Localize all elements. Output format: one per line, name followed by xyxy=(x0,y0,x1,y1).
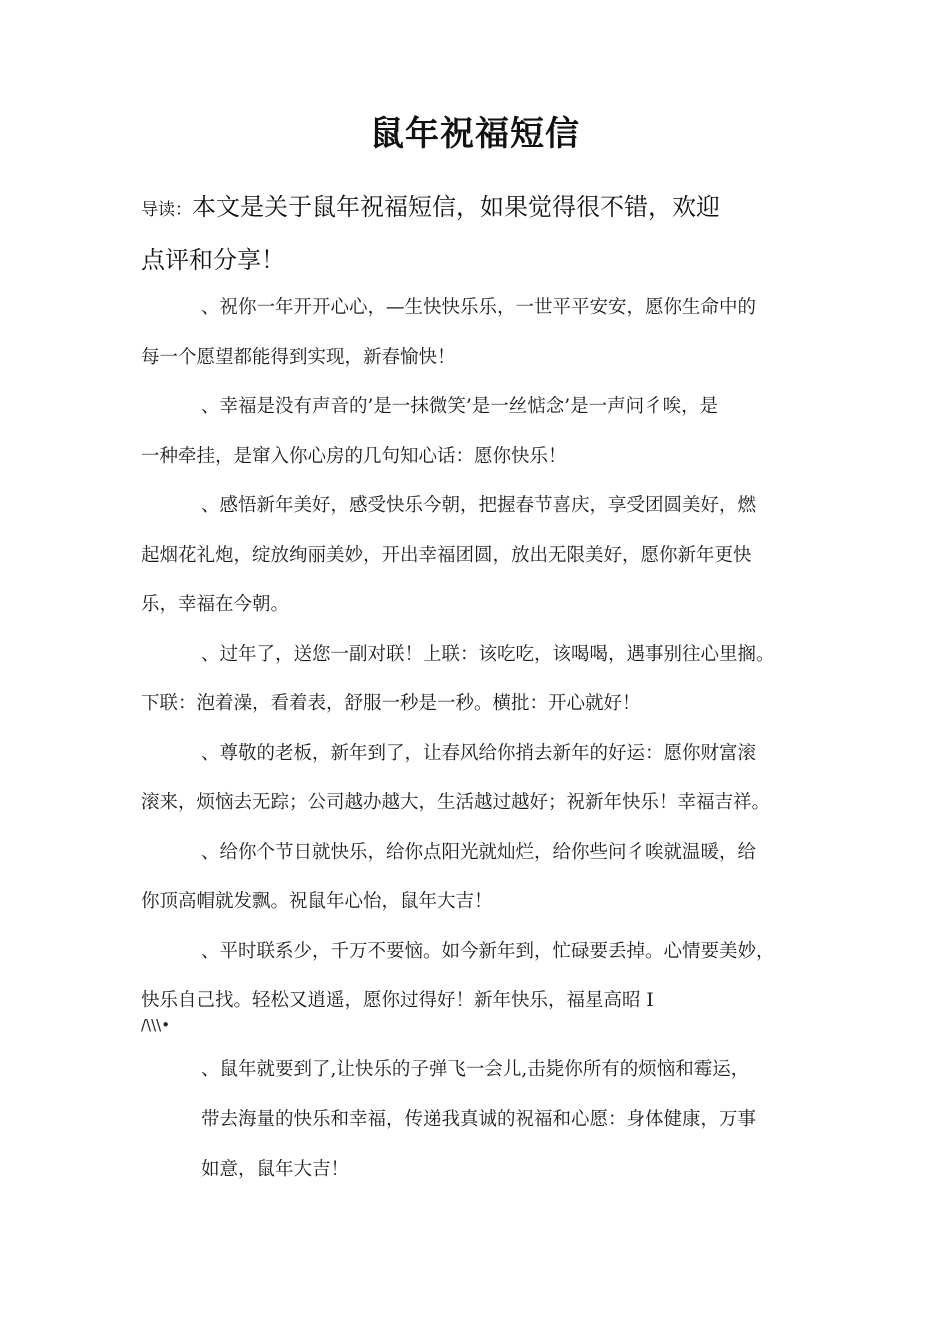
paragraph-line: 你顶高帽就发飘。祝鼠年心怡，鼠年大吉！ xyxy=(141,891,493,912)
paragraph-line: 带去海量的快乐和幸福，传递我真诚的祝福和心愿：身体健康，万事 xyxy=(201,1109,757,1130)
paragraph-line: 、尊敬的老板，新年到了，让春风给你捎去新年的好运：愿你财富滚 xyxy=(201,742,757,764)
intro-line-2: 点评和分享！ xyxy=(141,246,285,274)
paragraph-line: 乐，幸福在今朝。 xyxy=(141,594,290,615)
paragraph-line: 、过年了，送您一副对联！上联：该吃吃，该喝喝，遇事别往心里搁。 xyxy=(201,643,775,665)
document-body xyxy=(141,283,831,1026)
paragraph-line: 、鼠年就要到了,让快乐的子弹飞一会儿,击毙你所有的烦恼和霉运， xyxy=(201,1059,750,1080)
paragraph-line: 起烟花礼炮，绽放绚丽美妙，开出幸福团圆，放出无限美好，愿你新年更快 xyxy=(141,544,752,566)
intro-section xyxy=(141,182,781,285)
paragraph-line: 如意，鼠年大吉！ xyxy=(201,1159,350,1180)
paragraph xyxy=(141,927,831,1026)
intro-label: 导读： xyxy=(141,200,192,220)
paragraph xyxy=(141,481,831,630)
last-paragraph xyxy=(201,1045,821,1195)
paragraph xyxy=(141,382,831,481)
page-title: 鼠年祝福短信 xyxy=(370,114,580,154)
paragraph-line: 下联：泡着澡，看着表，舒服一秒是一秒。横批：开心就好！ xyxy=(141,693,641,714)
paragraph-line: 、祝你一年开开心心，—生快快乐乐，一世平平安安，愿你生命中的 xyxy=(201,297,757,318)
paragraph-line: 一种牵挂，是窜入你心房的几句知心话：愿你快乐！ xyxy=(141,445,567,467)
paragraph xyxy=(141,828,831,927)
paragraph-line: 滚来，烦恼去无踪；公司越办越大，生活越过越好；祝新年快乐！幸福吉祥。 xyxy=(141,792,771,813)
intro-line-1: 本文是关于鼠年祝福短信，如果觉得很不错，欢迎 xyxy=(192,193,720,221)
paragraph-line: 每一个愿望都能得到实现，新春愉快！ xyxy=(141,346,456,368)
paragraph xyxy=(141,729,831,828)
paragraph-line: 、幸福是没有声音的’是一抹微笑’是一丝惦念’是一声问彳唉，是 xyxy=(201,396,719,417)
stray-characters: /\\\• xyxy=(141,1016,171,1034)
paragraph-line: 、感悟新年美好，感受快乐今朝，把握春节喜庆，享受团圆美好，燃 xyxy=(201,495,757,516)
paragraph-line: 、平时联系少，千万不要恼。如今新年到，忙碌要丢掉。心情要美妙， xyxy=(201,940,775,962)
paragraph-line: 、给你个节日就快乐，给你点阳光就灿烂，给你些问彳唉就温暖，给 xyxy=(201,841,757,863)
paragraph xyxy=(141,630,831,729)
paragraph-line: 快乐自己找。轻松又逍遥，愿你过得好！新年快乐，福星高昭 I xyxy=(141,990,654,1011)
paragraph xyxy=(141,283,831,382)
